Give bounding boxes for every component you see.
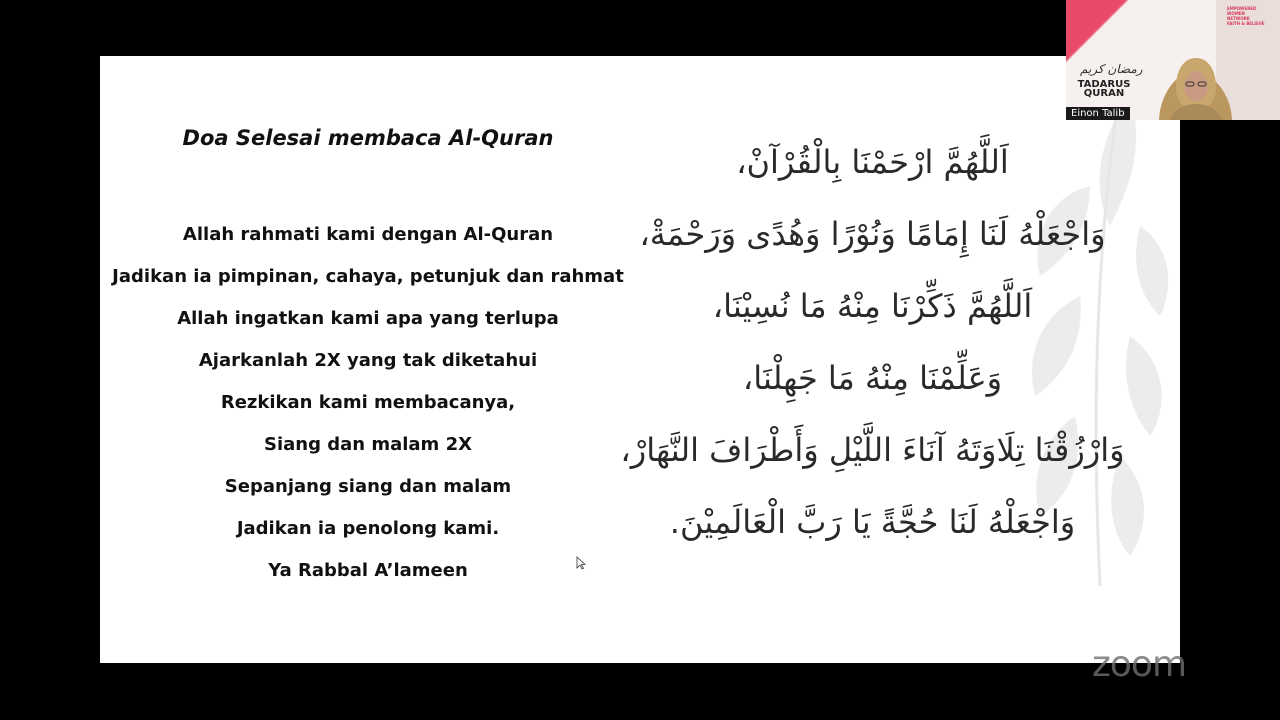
participant-name-label: Einon Talib <box>1066 107 1130 120</box>
zoom-logo-watermark: zoom <box>1092 644 1187 685</box>
malay-line: Siang dan malam 2X <box>263 434 472 455</box>
shared-screen-slide <box>100 56 1180 663</box>
backdrop-brand-text <box>1227 6 1277 26</box>
participant-avatar <box>1144 52 1244 120</box>
slide-title: Doa Selesai membaca Al-Quran <box>182 126 554 150</box>
arabic-line: وَاجْعَلْهُ لَنَا إِمَامًا وَنُوْرًا وَهُدًى وَرَحْمَةْ، <box>639 215 1106 253</box>
tadarus-quran-title: TADARUS QURAN <box>1077 79 1131 99</box>
participant-video-thumbnail[interactable] <box>1066 0 1280 120</box>
malay-translation-list <box>100 221 636 599</box>
arabic-line: وَعَلِّمْنَا مِنْهُ مَا جَهِلْنَا، <box>742 359 1003 397</box>
malay-line: Jadikan ia pimpinan, cahaya, petunjuk dan rahmat <box>112 266 624 287</box>
arabic-line: وَاجْعَلْهُ لَنَا حُجَّةً يَا رَبَّ الْعَالَمِيْنَ. <box>669 503 1076 541</box>
malay-line: Allah rahmati kami dengan Al-Quran <box>182 224 554 245</box>
brand-line: FAITH & BELIEVE <box>1227 21 1265 26</box>
brand-line: NETWORK <box>1227 16 1250 21</box>
malay-line: Ajarkanlah 2X yang tak diketahui <box>198 350 538 371</box>
arabic-line: وَارْزُقْنَا تِلَاوَتَهُ آنَاءَ اللَّيْلِ وَأَطْرَافَ النَّهَارْ، <box>620 431 1125 469</box>
mouse-cursor-icon <box>576 556 586 570</box>
arabic-line: اَللَّهُمَّ ارْحَمْنَا بِالْقُرْآنْ، <box>736 143 1009 181</box>
brand-line: EMPOWERED <box>1227 6 1257 11</box>
malay-line: Rezkikan kami membacanya, <box>220 392 516 413</box>
malay-line: Jadikan ia penolong kami. <box>236 518 500 539</box>
brand-line: WOMEN <box>1227 11 1245 16</box>
malay-line: Allah ingatkan kami apa yang terlupa <box>177 308 559 329</box>
ramadan-calligraphy-logo: رمضان كريم <box>1080 62 1143 76</box>
malay-line: Sepanjang siang dan malam <box>224 476 512 497</box>
malay-line: Ya Rabbal A’lameen <box>268 560 468 581</box>
arabic-prayer-list <box>615 132 1130 564</box>
arabic-line: اَللَّهُمَّ ذَكِّرْنَا مِنْهُ مَا نُسِيْنَا، <box>712 287 1033 325</box>
